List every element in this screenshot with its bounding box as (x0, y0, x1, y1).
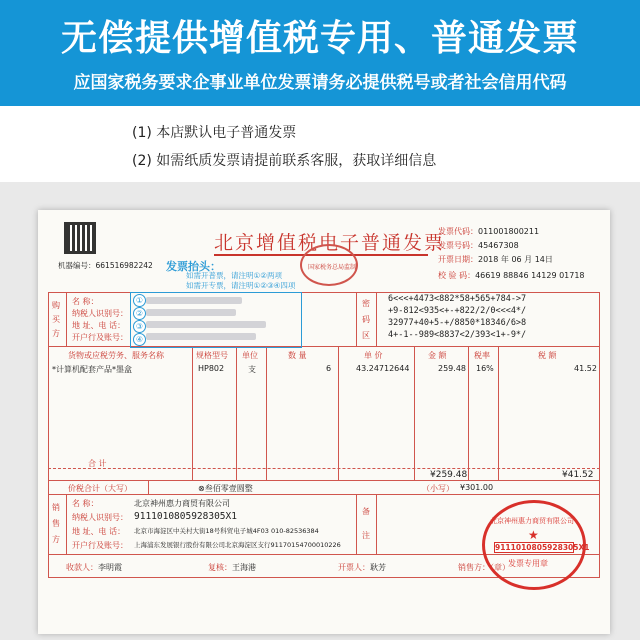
pwd-side-1: 密 (362, 299, 370, 308)
col-unit: 单位 (242, 351, 258, 360)
invoice-photo (0, 182, 640, 640)
total-label: 合 计 (88, 459, 107, 468)
machine-no: 661516982242 (95, 261, 153, 270)
date-label: 开票日期： (438, 255, 478, 264)
callout-num-2: ② (133, 307, 146, 320)
note-2: (2) 如需纸质发票请提前联系客服，获取详细信息 (132, 153, 437, 169)
buyer-tax-label: 纳税人识别号： (72, 309, 128, 318)
seller-seal-label: 销售方：（章） (458, 563, 510, 572)
seller-side-3: 方 (52, 535, 60, 544)
check-label: 校 验 码： (438, 271, 476, 280)
seller-name-label: 名 称： (72, 499, 99, 508)
payee-label: 收款人： (66, 563, 98, 572)
seal-bottom: 发票专用章 (508, 559, 548, 568)
col-name: 货物或应税劳务、服务名称 (68, 351, 164, 360)
col-amount: 金 额 (428, 351, 447, 360)
reviewer: 王海港 (232, 563, 256, 572)
col-price: 单 价 (364, 351, 383, 360)
invoice-title: 北京增值税电子普通发票 (214, 232, 446, 254)
grand-small-label: （小写） (422, 484, 454, 493)
pwd-side-2: 码 (362, 315, 370, 324)
item-rate: 16% (476, 364, 494, 373)
grand-label: 价税合计（大写） (68, 484, 132, 493)
item-qty: 6 (326, 364, 332, 373)
oval-text: 国家税务总局监制 (308, 264, 357, 271)
seller-bank: 上海浦东发展银行股份有限公司北京海淀区支行91170154700010226 (134, 541, 341, 549)
seal-company: 北京神州惠力商贸有限公司 (490, 517, 574, 525)
seal-star-icon: ★ (528, 528, 539, 542)
seller-addr: 北京市海淀区中关村大街18号科贸电子城4F03 010-82536384 (134, 527, 319, 535)
buyer-bank-label: 开户行及账号： (72, 333, 128, 342)
machine-no-label: 机器编号： (58, 261, 96, 270)
buyer-side-1: 购 (52, 301, 60, 310)
total-amount: ¥259.48 (430, 470, 468, 480)
buyer-side-2: 买 (52, 315, 60, 324)
drawer-label: 开票人： (338, 563, 370, 572)
reviewer-label: 复核： (208, 563, 232, 572)
callout-title: 发票抬头： (166, 260, 221, 273)
col-qty: 数 量 (288, 351, 307, 360)
item-name: *计算机配套产品*墨盒 (52, 365, 132, 374)
col-tax: 税 额 (538, 351, 557, 360)
code-label: 发票代码： (438, 227, 478, 236)
seller-bank-label: 开户行及账号： (72, 541, 128, 550)
item-unit: 支 (248, 365, 256, 374)
remark-side-1: 备 (362, 507, 370, 516)
item-price: 43.24712644 (356, 364, 410, 373)
cipher-line-4: 4+-1--989<8837<2/393<1+-9*/ (388, 330, 527, 340)
buyer-name-label: 名 称： (72, 297, 99, 306)
buyer-side-3: 方 (52, 329, 60, 338)
number-label: 发票号码： (438, 241, 478, 250)
seller-side-2: 售 (52, 519, 60, 528)
invoice-paper (38, 210, 610, 634)
cipher-line-1: 6<<<+4473<882*58+565+784->7 (388, 294, 527, 304)
callout-num-4: ④ (133, 333, 146, 346)
remark-side-2: 注 (362, 531, 370, 540)
note-1: (1) 本店默认电子普通发票 (132, 125, 297, 141)
drawer: 耿芳 (370, 563, 386, 572)
col-rate: 税率 (474, 351, 490, 360)
qr-code-icon (64, 222, 96, 254)
callout-num-1: ① (133, 294, 146, 307)
invoice-date: 2018 年 06 月 14日 (478, 255, 553, 264)
grand-words: ⊗叁佰零壹圆整 (198, 484, 253, 493)
callout-num-3: ③ (133, 320, 146, 333)
buyer-addr-label: 地 址、电 话： (72, 321, 126, 330)
banner-subtitle: 应国家税务要求企事业单位发票请务必提供税号或者社会信用代码 (73, 73, 567, 93)
item-tax: 41.52 (574, 364, 597, 373)
col-spec: 规格型号 (196, 351, 228, 360)
invoice-code: 011001800211 (478, 227, 540, 236)
seller-side-1: 销 (52, 503, 60, 512)
seller-tax-label: 纳税人识别号： (72, 513, 128, 522)
payee: 李明霞 (98, 563, 122, 572)
callout-box (130, 292, 302, 348)
banner (0, 0, 640, 106)
item-spec: HP802 (198, 364, 225, 373)
total-tax: ¥41.52 (562, 470, 594, 480)
seal-id: 9111010805928305X1 (495, 543, 590, 552)
cipher-line-2: +9-812<935<+-+822/2/0<<<4*/ (388, 306, 527, 316)
invoice-number: 45467308 (478, 241, 519, 250)
banner-title: 无偿提供增值税专用、普通发票 (60, 18, 579, 59)
callout-line-1: 如需开普票，请注明①②两项 (186, 271, 282, 280)
notes-section (0, 106, 640, 182)
callout-line-2: 如需开专票，请注明①②③④四项 (186, 281, 296, 290)
pwd-side-3: 区 (362, 331, 370, 340)
grand-small: ¥301.00 (460, 483, 494, 492)
seller-addr-label: 地 址、电 话： (72, 527, 126, 536)
cipher-line-3: 32977+40+5-+/8850*18346/6>8 (388, 318, 527, 328)
seller-name: 北京神州惠力商贸有限公司 (134, 499, 230, 508)
check-code: 46619 88846 14129 01718 (475, 271, 585, 280)
seller-tax: 9111010805928305X1 (134, 511, 237, 522)
item-amount: 259.48 (438, 364, 466, 373)
